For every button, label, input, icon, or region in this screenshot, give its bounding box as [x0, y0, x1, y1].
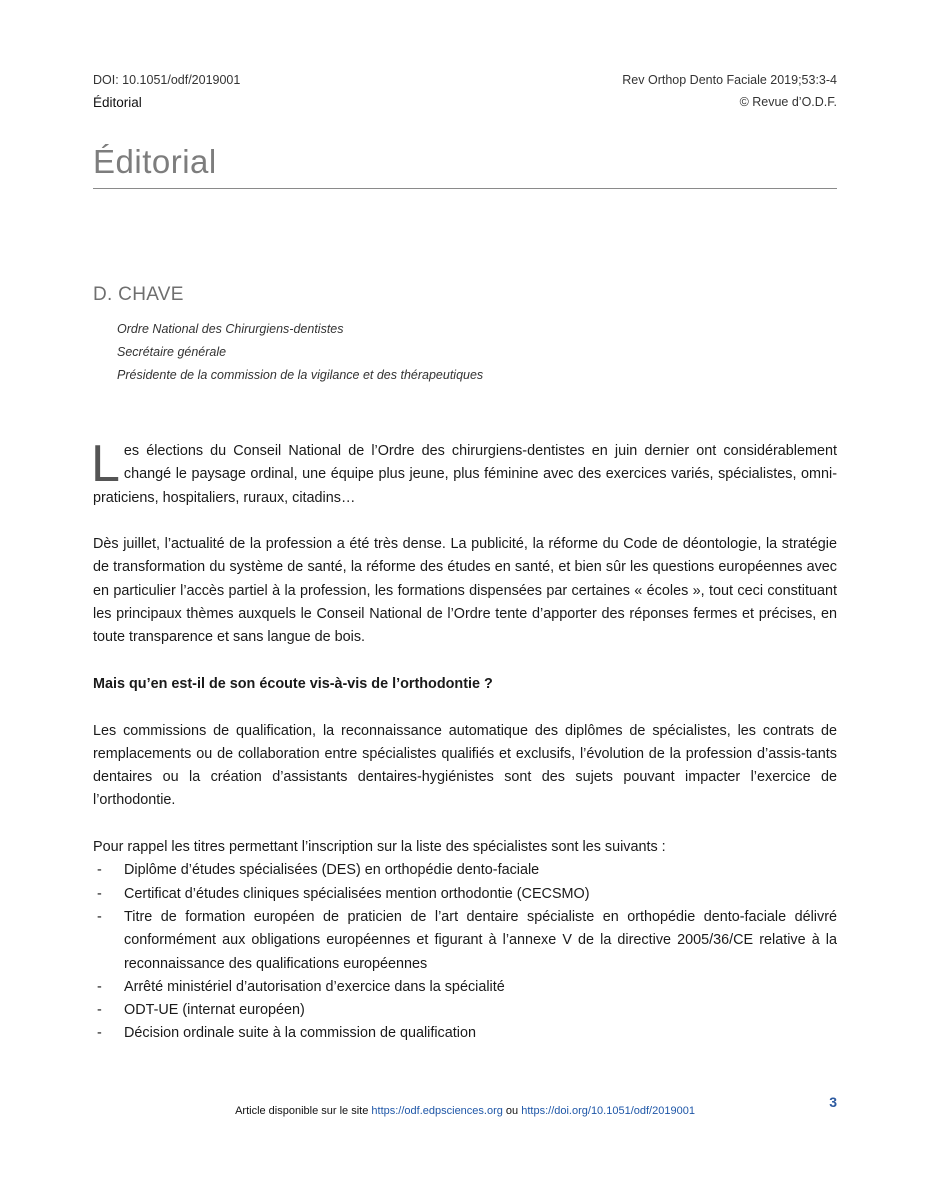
- drop-cap: L: [91, 435, 120, 493]
- title-divider: [93, 188, 837, 189]
- affiliation-line: Présidente de la commission de la vigilance et des thérapeutiques: [117, 368, 484, 382]
- affiliation-line: Secrétaire générale: [117, 345, 227, 359]
- list-item: - Certificat d’études cliniques spécialisées mention orthodontie (CECSMO): [93, 883, 837, 906]
- doi-link[interactable]: https://doi.org/10.1051/odf/2019001: [521, 1105, 695, 1117]
- copyright-text: © Revue d’O.D.F.: [739, 95, 837, 109]
- section-label: Éditorial: [93, 95, 142, 110]
- footer: [0, 1105, 930, 1117]
- footer-prefix: Article disponible sur le site: [235, 1105, 372, 1117]
- doi-text: DOI: 10.1051/odf/2019001: [93, 73, 241, 87]
- list-item: - ODT-UE (internat européen): [93, 999, 837, 1022]
- page-number: 3: [829, 1094, 837, 1110]
- list-item: - Arrêté ministériel d’autorisation d’exercice dans la spécialité: [93, 976, 837, 999]
- paragraph: Les commissions de qualification, la reconnaissance automatique des diplômes de spécialistes, les contrats de remplacements ou de collaboration entre spécialistes qualifiés et exclusifs, l’évolution de la profession d’assis-tants dentaires ou la création d’assistants dentaires-hygiénistes sont des sujets pouvant impacter l’exercice de l’orthodontie.: [93, 722, 837, 809]
- list-intro: Pour rappel les titres permettant l’inscription sur la liste des spécialistes sont les suivants :: [93, 839, 666, 856]
- list-item: - Titre de formation européen de praticien de l’art dentaire spécialiste en orthopédie dento-faciale délivré conformément aux obligations européennes et figurant à l’annexe V de la directive 2005/36/CE relative à la reconnaissance des qualifications européennes: [93, 906, 837, 976]
- paragraph-intro: [91, 435, 837, 510]
- journal-site-link[interactable]: https://odf.edpsciences.org: [371, 1105, 503, 1117]
- author-name: D. CHAVE: [93, 284, 184, 305]
- affiliation-line: Ordre National des Chirurgiens-dentistes: [117, 322, 344, 336]
- author-affiliations: [117, 318, 483, 387]
- section-question: Mais qu’en est-il de son écoute vis-à-vis de l’orthodontie ?: [93, 675, 493, 692]
- footer-middle: ou: [502, 1105, 522, 1117]
- journal-citation: Rev Orthop Dento Faciale 2019;53:3-4: [622, 73, 837, 87]
- page-title: Éditorial: [93, 143, 217, 180]
- paragraph-intro-text: es élections du Conseil National de l’Ordre des chirurgiens-dentistes en juin dernier ont considérablement changé le paysage ordinal, une équipe plus jeune, plus féminine avec des exercices variés, spécialistes, omni-praticiens, hospitaliers, ruraux, citadins…: [93, 443, 837, 506]
- paragraph: Dès juillet, l’actualité de la profession a été très dense. La publicité, la réforme du Code de déontologie, la stratégie de transformation du système de santé, la réforme des études en santé, et bien sûr les questions européennes avec en particulier l’accès partiel à la profession, les formations dispensées par certaines « écoles », tout ceci constituant les principaux thèmes auxquels le Conseil National de l’Ordre tente d’apporter des réponses fermes et précises, en toute transparence et sans langue de bois.: [93, 536, 837, 646]
- list-item: - Diplôme d’études spécialisées (DES) en orthopédie dento-faciale: [93, 859, 837, 882]
- list-item: - Décision ordinale suite à la commission de qualification: [93, 1022, 837, 1045]
- article-body: [91, 435, 837, 1046]
- specialist-titles-list: [93, 859, 837, 1045]
